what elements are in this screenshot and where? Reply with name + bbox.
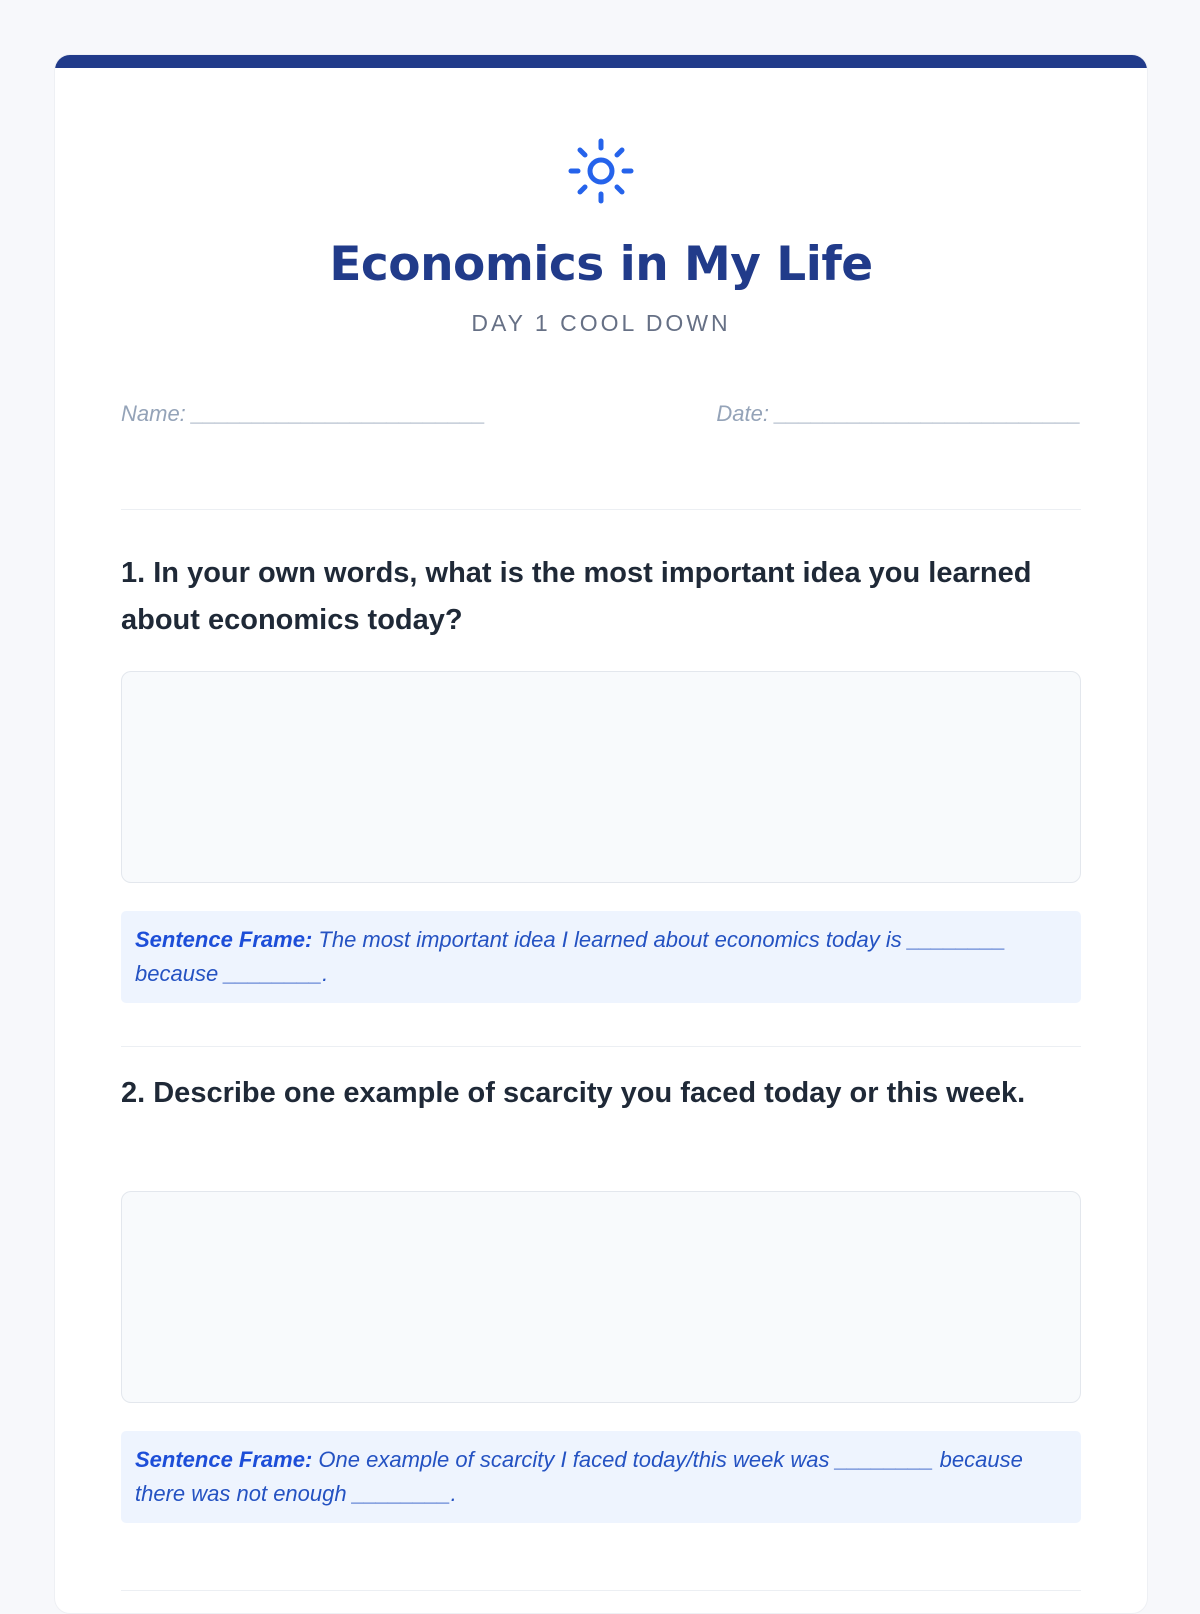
question-2-sentence-frame (121, 1431, 1081, 1523)
question-2-prompt: 2. Describe one example of scarcity you faced today or this week. (121, 1077, 1026, 1109)
question-2-answer-box[interactable] (121, 1191, 1081, 1403)
question-1-prompt: 1. In your own words, what is the most important idea you learned about economics today? (121, 557, 1032, 636)
question-1-sentence-frame (121, 911, 1081, 1003)
sentence-frame-text: The most important idea I learned about economics today is ________ because ________. (135, 927, 1006, 986)
question-1-answer-box[interactable] (121, 671, 1081, 883)
page-title: Economics in My Life (329, 237, 873, 292)
sentence-frame-text: One example of scarcity I faced today/this week was ________ because there was not enough ________. (135, 1447, 1023, 1506)
sentence-frame-label: Sentence Frame: (135, 927, 313, 952)
name-field[interactable]: Name: ________________________ (121, 401, 486, 426)
header-divider (121, 509, 1081, 510)
sun-icon (565, 135, 637, 207)
page-subtitle: DAY 1 COOL DOWN (471, 310, 731, 336)
section-divider (121, 1046, 1081, 1047)
footer-divider (121, 1590, 1081, 1591)
worksheet-card (54, 54, 1148, 1614)
sentence-frame-label: Sentence Frame: (135, 1447, 313, 1472)
card-accent-bar (55, 55, 1147, 68)
date-field[interactable]: Date: _________________________ (716, 401, 1081, 426)
